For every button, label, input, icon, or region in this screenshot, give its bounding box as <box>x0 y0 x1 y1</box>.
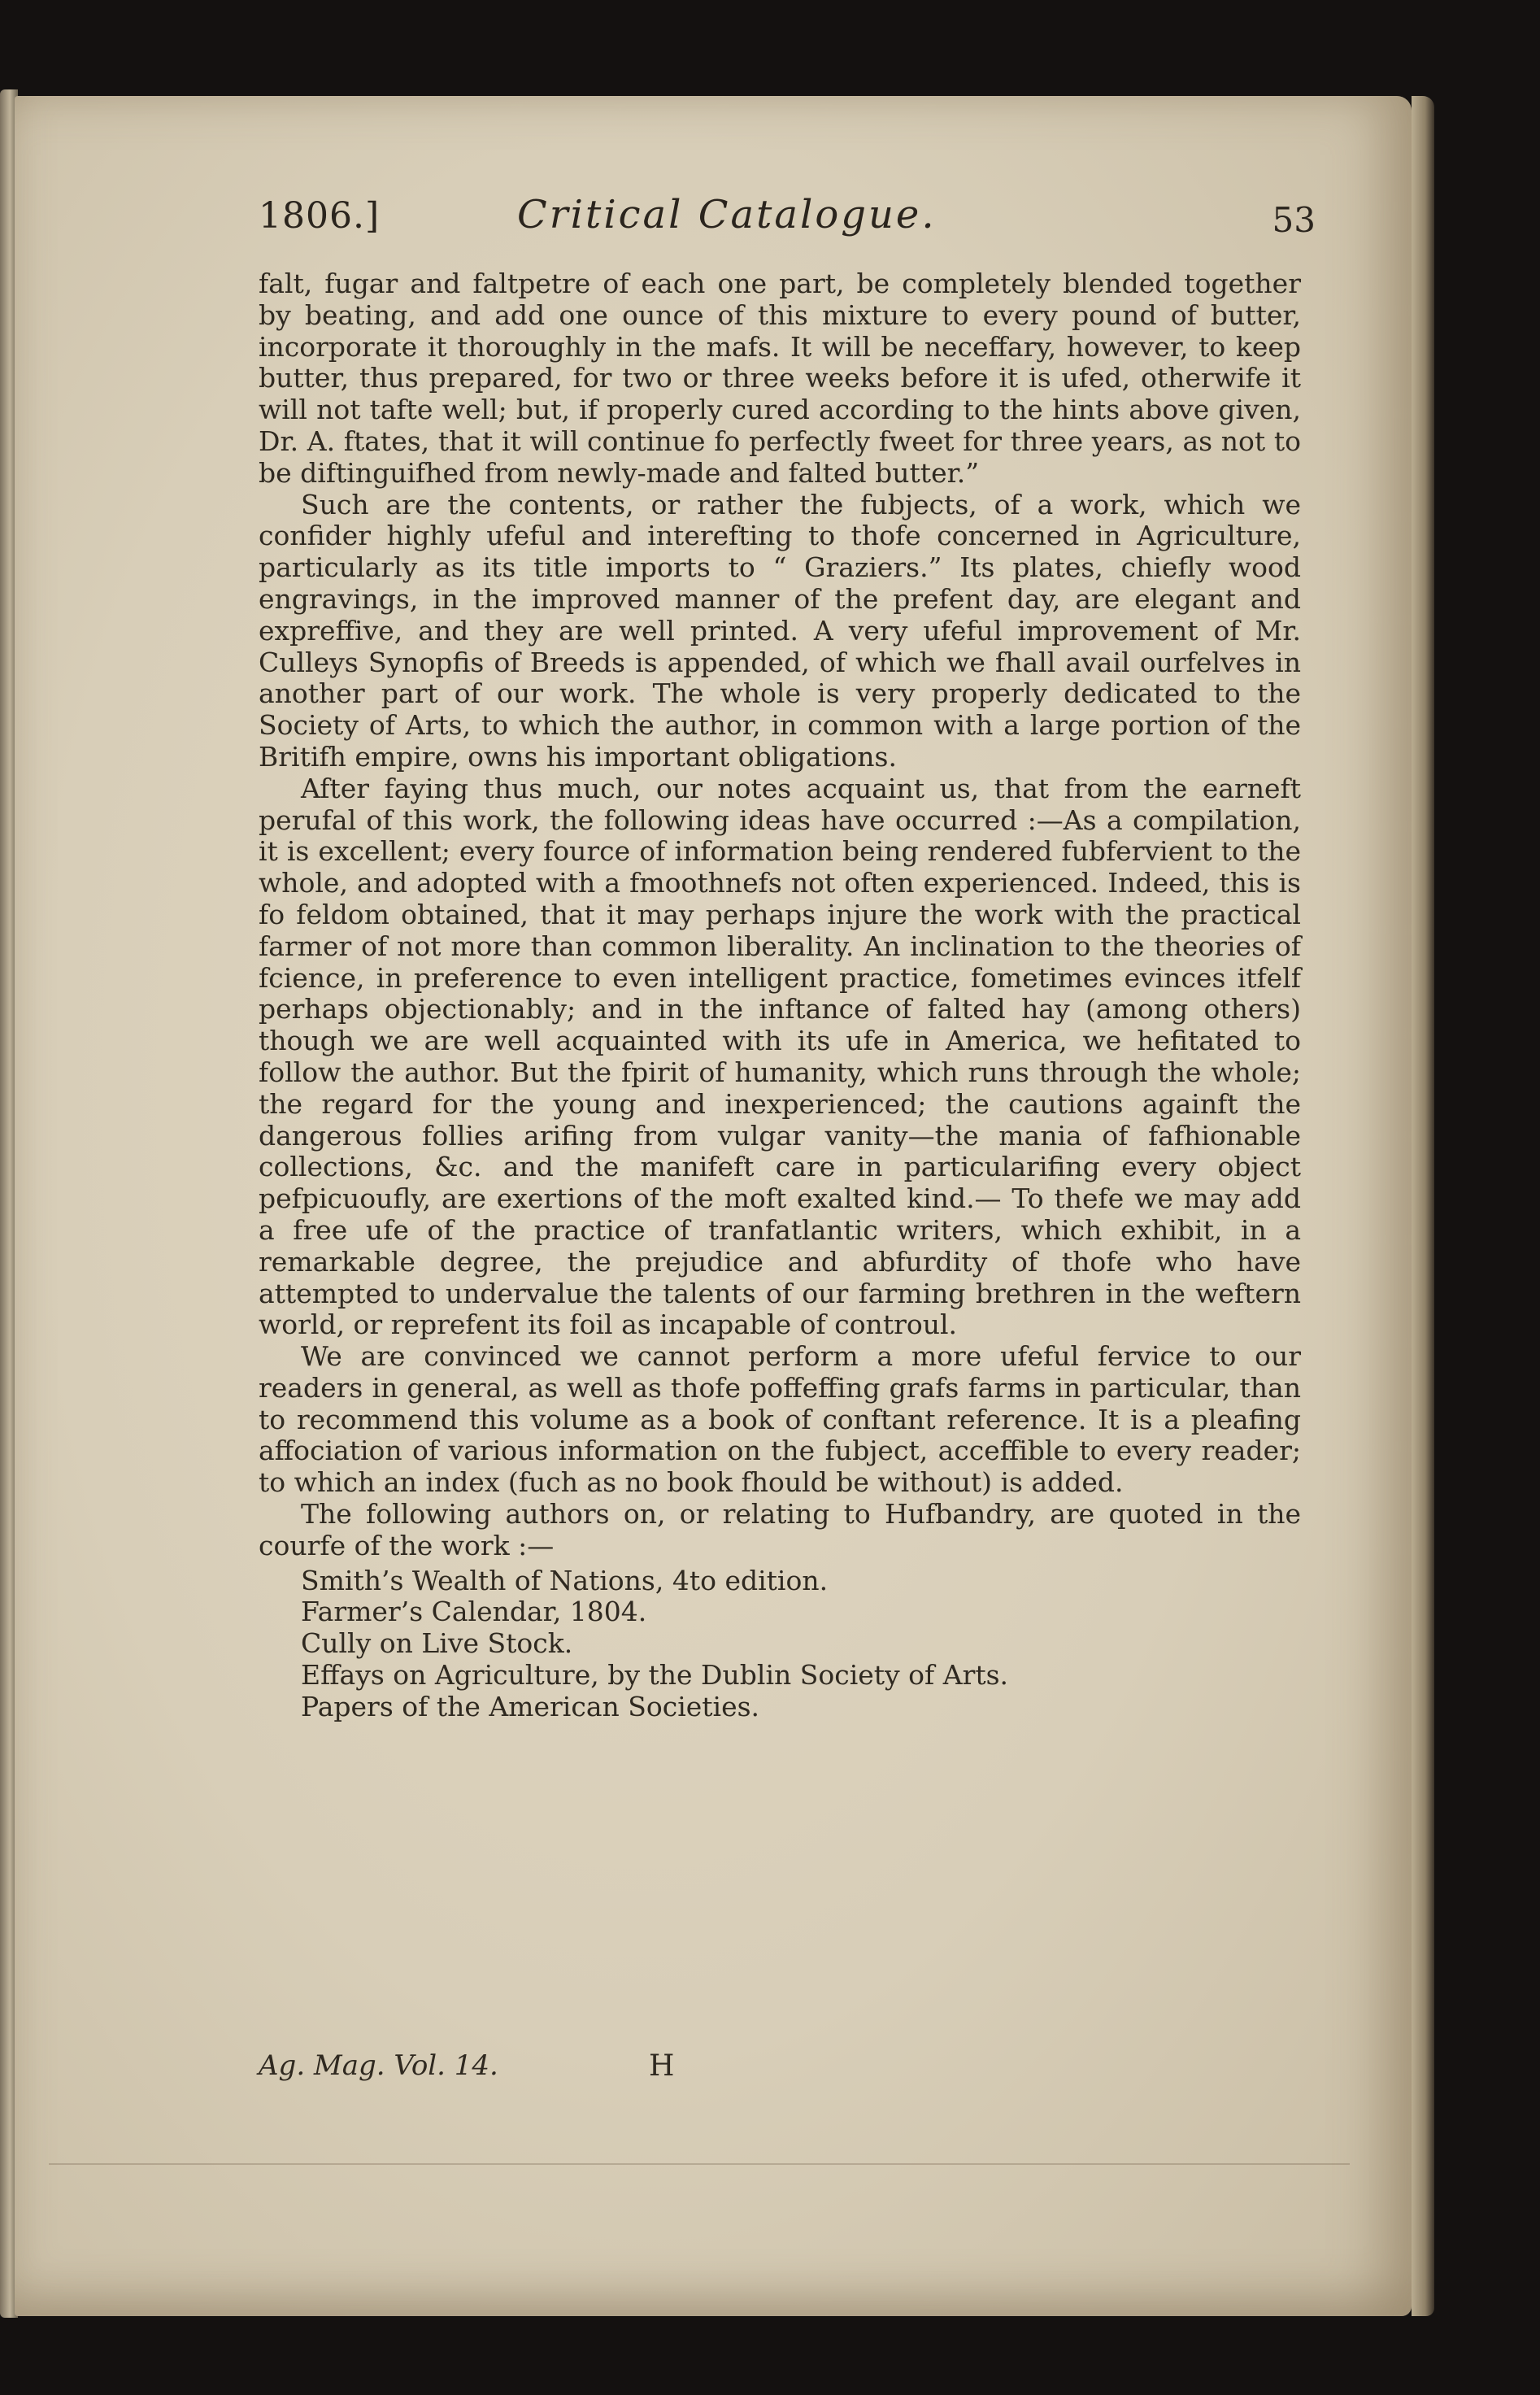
signature-mark: H <box>649 2049 675 2083</box>
paragraph: The following authors on, or relating to Hufbandry, are quoted in the courfe of the work :— <box>259 1498 1301 1561</box>
list-item: Effays on Agriculture, by the Dublin Society of Arts. <box>301 1659 1009 1692</box>
running-title: Critical Catalogue. <box>517 192 937 237</box>
signature-reference: Ag. Mag. Vol. 14. <box>259 2049 498 2082</box>
page-number: 53 <box>1272 200 1316 240</box>
page-crease <box>49 2163 1350 2197</box>
list-item: Cully on Live Stock. <box>301 1627 573 1660</box>
running-header <box>259 189 1316 254</box>
paragraph: falt, fugar and faltpetre of each one part, be completely blended together by beating, and add one ounce of this mixture to every pound of butter, incorporate it thoroughly in the mafs. It will be neceffary, however, to keep butter, thus prepared, for two or three weeks before it is ufed, otherwife it will not tafte well; but, if properly cured according to the hints above given, Dr. A. ftates, that it will continue fo perfectly fweet for three years, as not to be diftinguifhed from newly-made and falted butter.” <box>259 268 1301 489</box>
list-item: Papers of the American Societies. <box>301 1690 760 1722</box>
paragraph: We are convinced we cannot perform a more ufeful fervice to our readers in general, as well as thofe poffeffing grafs farms in particular, than to recommend this volume as a book of conftant reference. It is a pleafing affociation of various information on the fubject, acceffible to every reader; to which an index (fuch as no book fhould be without) is added. <box>259 1340 1301 1499</box>
running-year: 1806.] <box>259 195 381 237</box>
list-item: Farmer’s Calendar, 1804. <box>301 1596 647 1628</box>
right-page-edge <box>1412 96 1434 2316</box>
list-item: Smith’s Wealth of Nations, 4to edition. <box>301 1564 829 1596</box>
paragraph: After faying thus much, our notes acquaint us, that from the earneft perufal of this work, the following ideas have occurred :—As a compilation, it is excellent; every fource of information being rendered fubfervient to the whole, and adopted with a fmoothnefs not often experienced. Indeed, this is fo feldom obtained, that it may perhaps injure the work with the practical farmer of not more than common liberality. An inclination to the theories of fcience, in preference to even intelligent practice, fometimes evinces itfelf perhaps objectionably; and in the inftance of falted hay (among others) though we are well acquainted with its ufe in America, we hefitated to follow the author. But the fpirit of humanity, which runs through the whole; the regard for the young and inexperienced; the cautions againft the dangerous follies arifing from vulgar vanity—the mania of fafhionable collections, &c. and the manifeft care in particularifing every object pefpicuoufly, are exertions of the moft exalted kind.— To thefe we may add a free ufe of the practice of tranfatlantic writers, which exhibit, in a remarkable degree, the prejudice and abfurdity of thofe who have attempted to undervalue the talents of our farming brethren in the weftern world, or reprefent its foil as incapable of controul. <box>259 772 1301 1341</box>
authors-list <box>259 1565 1301 1723</box>
body-text <box>259 268 1301 1723</box>
page-footer <box>259 2049 828 2090</box>
paragraph: Such are the contents, or rather the fubjects, of a work, which we confider highly ufeful and interefting to thofe concerned in Agriculture, particularly as its title imports to “ Graziers.” Its plates, chiefly wood engravings, in the improved manner of the prefent day, are elegant and expreffive, and they are well printed. A very ufeful improvement of Mr. Culleys Synopfis of Breeds is appended, of which we fhall avail ourfelves in another part of our work. The whole is very properly dedicated to the Society of Arts, to which the author, in common with a large portion of the Britifh empire, owns his important obligations. <box>259 488 1301 773</box>
